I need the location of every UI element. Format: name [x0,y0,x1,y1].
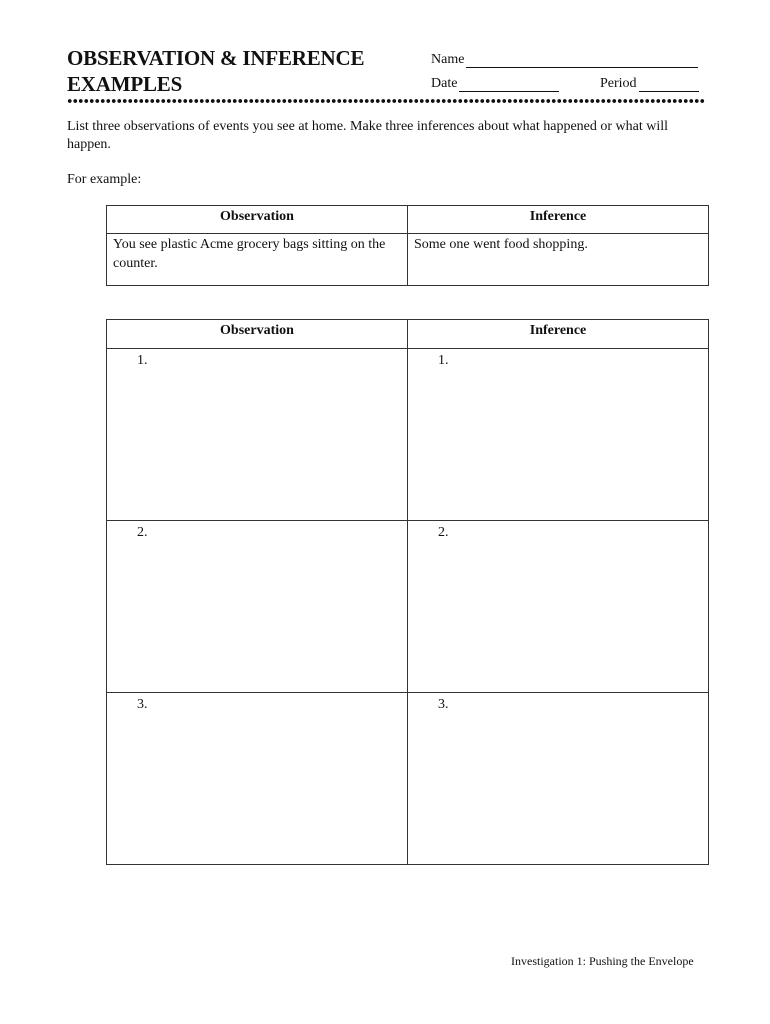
table-row [107,349,709,521]
title-line-2: EXAMPLES [67,72,183,96]
name-label: Name [431,52,465,67]
observation-header: Observation [107,320,408,349]
worksheet-title [67,45,407,97]
name-field[interactable] [431,52,698,68]
row-number: 3. [438,697,449,712]
row-number: 1. [438,353,449,368]
name-blank[interactable] [466,53,698,68]
example-table-row [107,234,709,286]
observation-cell-3[interactable] [107,693,408,865]
dotted-divider [67,97,705,105]
observation-cell-2[interactable] [107,521,408,693]
inference-cell-1[interactable] [408,349,709,521]
period-blank[interactable] [639,77,699,92]
row-number: 3. [137,697,148,712]
example-label: For example: [67,172,142,187]
example-inference-cell: Some one went food shopping. [408,234,709,286]
inference-header: Inference [408,320,709,349]
observation-inference-table [106,319,709,865]
example-table-header-row [107,206,709,234]
main-table-header-row [107,320,709,349]
date-blank[interactable] [459,77,559,92]
inference-cell-3[interactable] [408,693,709,865]
example-observation-header: Observation [107,206,408,234]
title-line-1: OBSERVATION & INFERENCE [67,46,365,70]
instructions-text: List three observations of events you see at home. Make three inferences about what happened or what will happen. [67,119,669,152]
example-inference-header: Inference [408,206,709,234]
row-number: 2. [137,525,148,540]
inference-cell-2[interactable] [408,521,709,693]
example-observation-cell: You see plastic Acme grocery bags sitting on the counter. [107,234,408,286]
date-label: Date [431,76,458,91]
period-field[interactable] [600,76,699,92]
row-number: 1. [137,353,148,368]
row-number: 2. [438,525,449,540]
table-row [107,693,709,865]
table-row [107,521,709,693]
page-footer: Investigation 1: Pushing the Envelope [511,954,694,968]
observation-cell-1[interactable] [107,349,408,521]
date-field[interactable] [431,76,559,92]
example-table [106,205,709,286]
period-label: Period [600,76,637,91]
